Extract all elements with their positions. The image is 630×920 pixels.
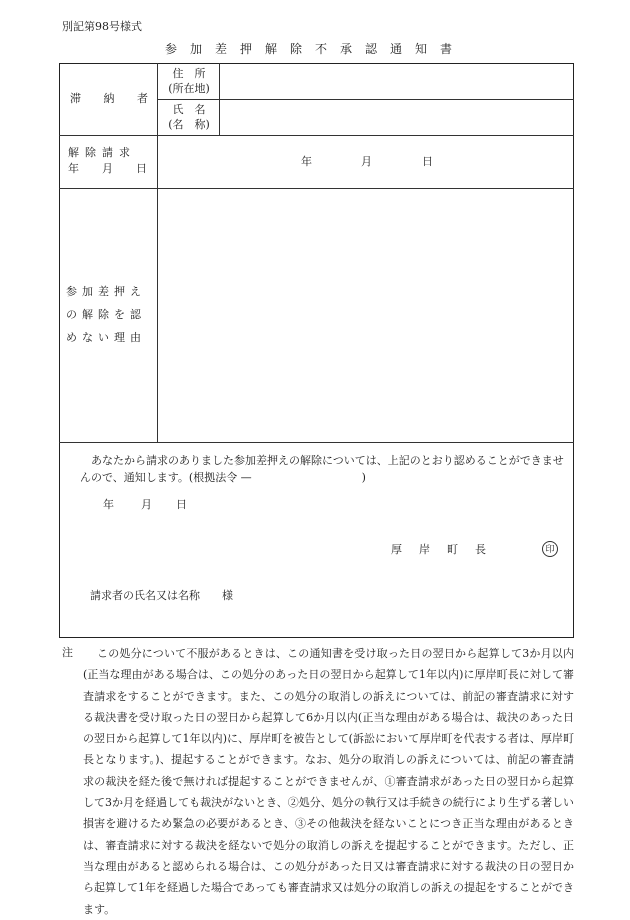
reason-field[interactable] xyxy=(158,189,573,441)
seal-mark: 印 xyxy=(542,541,558,557)
notice-date-day: 日 xyxy=(176,498,187,511)
issuer-name: 厚 岸 町 長 xyxy=(391,543,489,556)
notice-body: あなたから請求のありました参加差押えの解除については、上記のとおり認めることができませんので、通知します。(根拠法令 — ) xyxy=(80,454,564,485)
delinquent-label: 滞 納 者 xyxy=(70,92,148,105)
request-date-year: 年 xyxy=(301,155,312,168)
note-text: この処分について不服があるときは、この通知書を受け取った日の翌日から起算して3か月以内(正当な理由がある場合は、この処分のあった日の翌日から起算して1年以内)に厚岸町長に対して審査請求をすることができます。また、この処分の取消しの訴えについては、前記の審査請求に対する裁決書を受け取った日の翌日から起算して6か月以内(正当な理由がある場合は、裁決のあった日の翌日から起算して1年以内)に、厚岸町を被告として(訴訟において厚岸町を代表する者は、厚岸町長となります。)、提起することができます。なお、処分の取消しの訴えについては、前記の審査請求の裁決を経た後で無ければ提起することができませんが、①審査請求があった日の翌日から起算して3か月を経過しても裁決がないとき、②処分、処分の執行又は手続きの続行により生ずる著しい損害を避けるため緊急の必要があるとき、③その他裁決を経ないことにつき正当な理由があるときは、審査請求に対する裁決を経ないで処分の取消しの訴えを提起することができます。ただし、正当な理由があると認められる場合は、この処分があった日又は審査請求に対する裁決の日の翌日から起算して1年を経過した場合であっても審査請求又は処分の取消しの訴えの提起をすることができます。 xyxy=(83,647,574,916)
reason-label: 参加差押え の解除を認 めない理由 xyxy=(66,285,146,344)
document-title: 参加差押解除不承認通知書 xyxy=(164,42,465,56)
notice-date-year: 年 xyxy=(103,498,114,511)
recipient-name: 請求者の氏名又は名称 様 xyxy=(90,589,233,602)
request-date-label: 解除請求 年 月 日 xyxy=(68,146,153,175)
notice-date-month: 月 xyxy=(141,498,152,511)
row-divider xyxy=(59,135,574,136)
note-mark: 注 xyxy=(62,646,73,659)
address-label: 住 所 (所在地) xyxy=(168,67,210,95)
request-date-month: 月 xyxy=(361,155,372,168)
row-divider xyxy=(59,442,574,443)
form-number: 別記第98号様式 xyxy=(62,20,142,33)
column-divider xyxy=(219,63,220,135)
name-label: 氏 名 (名 称) xyxy=(168,103,210,131)
request-date-day: 日 xyxy=(422,155,433,168)
